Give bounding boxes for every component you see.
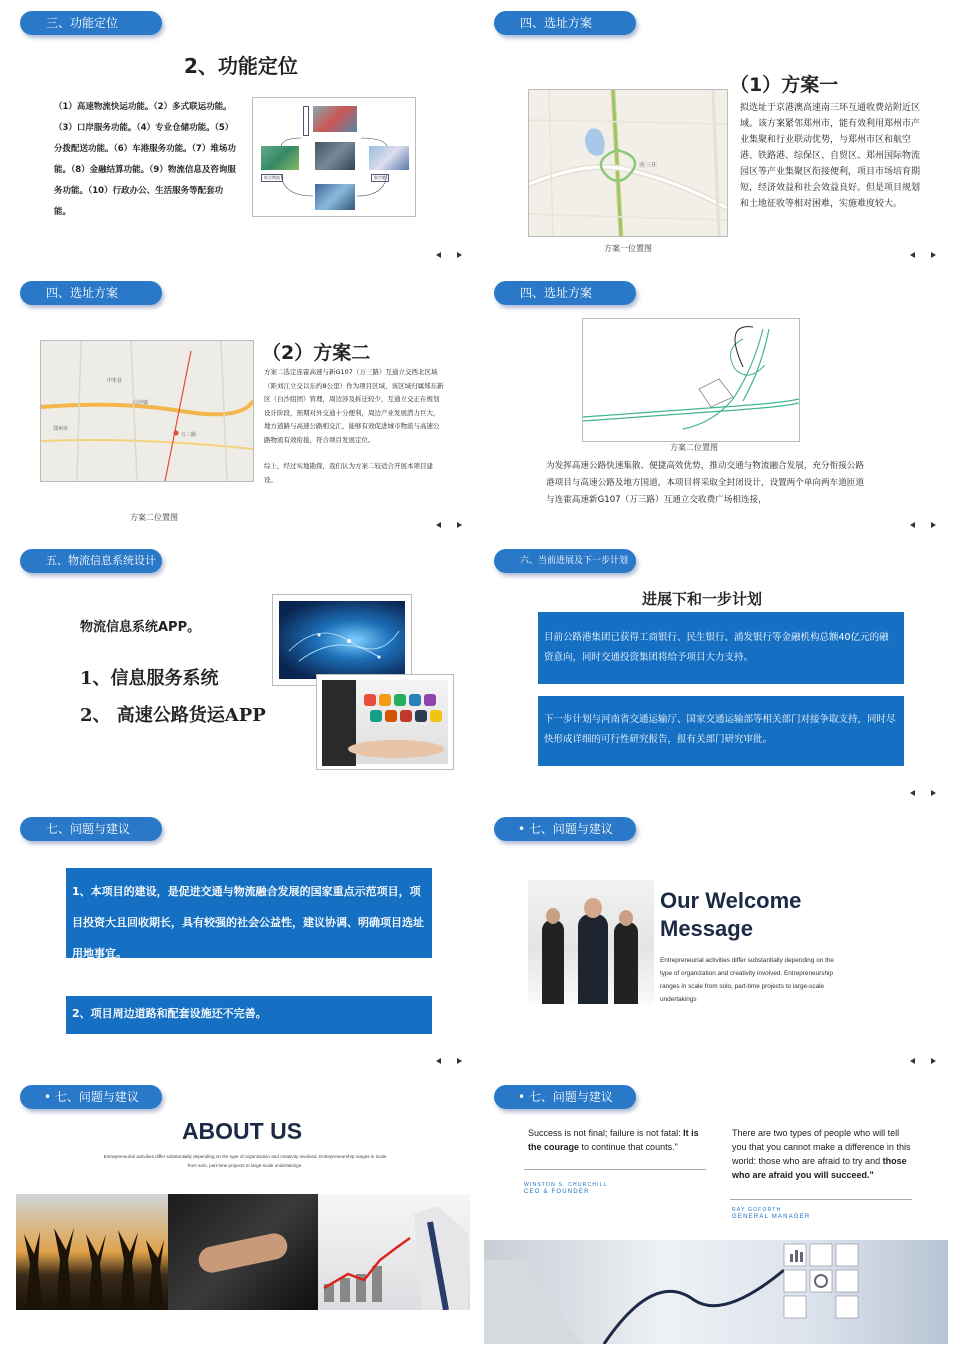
photo-handshake bbox=[168, 1194, 318, 1310]
banner-graphic bbox=[484, 1240, 948, 1344]
quote-2-role: GENERAL MANAGER bbox=[732, 1214, 811, 1220]
slide-nav[interactable] bbox=[908, 252, 938, 260]
section-header: • 七、问题与建议 bbox=[20, 1085, 162, 1109]
prev-icon[interactable] bbox=[910, 790, 915, 796]
quote-1-emphasis: It is the courage bbox=[528, 1128, 699, 1152]
map-roads bbox=[41, 341, 253, 481]
section-header: 四、选址方案 bbox=[20, 281, 162, 305]
slide-welcome-message[interactable] bbox=[474, 806, 948, 1070]
team-photo bbox=[528, 880, 654, 1004]
function-list: （1）高速物流快运功能。（2）多式联运功能。（3）口岸服务功能。（4）专业仓储功能。（5）分拨配送功能。（6）车港服务功能。（7）堆场功能。（8）金融结算功能。（9）物流信息及咨询服务功能。（10）行政办公、生活服务等配套功能。 bbox=[54, 102, 236, 217]
app-subtitle: 物流信息系统APP。 bbox=[80, 620, 201, 635]
diagram-arrows bbox=[253, 98, 417, 218]
interchange-description: 为发挥高速公路快速集散、便捷高效优势，推动交通与物流融合发展，充分衔接公路港项目与高速公路及地方国道，本项目将采取全封闭设计，设置两个单向两车道匝道与连霍高速新G107（万三路）互通立交收费广场相连接， bbox=[546, 461, 864, 505]
drawing-caption: 方案二位置图 bbox=[670, 443, 718, 452]
person-head bbox=[584, 898, 602, 918]
slide-nav[interactable] bbox=[908, 1058, 938, 1066]
map-caption: 方案二位置图 bbox=[130, 513, 178, 522]
issue-text-1: 1、本项目的建设，是促进交通与物流融合发展的国家重点示范项目，项目投资大且回收期长，具有较强的社会公益性，建议协调、明确项目选址用地事宜。 bbox=[72, 885, 424, 960]
next-step-box bbox=[538, 696, 904, 766]
next-icon[interactable] bbox=[931, 522, 936, 528]
growth-chart-graphic bbox=[318, 1194, 470, 1310]
interchange-drawing bbox=[582, 318, 800, 442]
progress-text: 目前公路港集团已获得工商银行、民生银行、浦发银行等金融机构总额40亿元的融资意向，同时交通投资集团将给予项目大力支持。 bbox=[544, 632, 889, 663]
map-caption: 方案一位置图 bbox=[604, 244, 652, 253]
slide-nav[interactable] bbox=[434, 522, 464, 530]
quote-2-divider bbox=[730, 1199, 912, 1200]
quote-2-author: RAY GOFORTH bbox=[732, 1207, 782, 1213]
slide-functional-positioning[interactable] bbox=[0, 0, 474, 264]
about-body: Entrepreneurial activities differ substantially depending on the type of organization and creativity involved. Entrepreneurship ranges in scale from solo, part-time projects to large-scale undertakings. bbox=[103, 1154, 387, 1168]
prev-icon[interactable] bbox=[910, 522, 915, 528]
slide-nav[interactable] bbox=[908, 790, 938, 798]
slide-nav[interactable] bbox=[434, 252, 464, 260]
slide-quotes[interactable] bbox=[474, 1074, 948, 1352]
prev-icon[interactable] bbox=[910, 252, 915, 258]
prev-icon[interactable] bbox=[436, 1058, 441, 1064]
section-header: • 七、问题与建议 bbox=[494, 1085, 636, 1109]
diagram-label: 航空港 bbox=[371, 174, 389, 182]
map-option-1 bbox=[528, 89, 728, 237]
person-silhouette bbox=[614, 922, 638, 1004]
map-label: 南三环 bbox=[639, 162, 658, 169]
option-2-conclusion: 综上，经过实地勘探，我们认为方案二较适合开展本项目建设。 bbox=[264, 462, 433, 484]
slide-title: 进展下和一步计划 bbox=[642, 590, 763, 608]
person-head bbox=[619, 910, 633, 926]
quote-1-author: WINSTON S. CHURCHILL bbox=[524, 1182, 608, 1188]
quote-2-emphasis: those who are afraid you will succeed." bbox=[732, 1156, 907, 1180]
next-step-text: 下一步计划与河南省交通运输厅、国家交通运输部等相关部门对接争取支持，同时尽快形成详细的可行性研究报告，报有关部门研究审批。 bbox=[544, 714, 896, 745]
app-tile-icon bbox=[424, 694, 436, 706]
slide-site-option-1[interactable] bbox=[474, 0, 948, 264]
app-icon-cluster bbox=[364, 686, 444, 740]
slide-title: （2）方案二 bbox=[262, 342, 371, 364]
issue-text-2: 2、项目周边道路和配套设施还不完善。 bbox=[72, 1007, 267, 1020]
quote-1 bbox=[528, 1126, 708, 1154]
slide-title: （1）方案一 bbox=[730, 74, 839, 96]
next-icon[interactable] bbox=[931, 252, 936, 258]
next-icon[interactable] bbox=[457, 252, 462, 258]
section-header: 四、选址方案 bbox=[494, 281, 636, 305]
slide-progress-plan[interactable] bbox=[474, 538, 948, 802]
quote-1-part-c: to continue that counts." bbox=[579, 1142, 678, 1152]
function-diagram bbox=[252, 97, 416, 217]
open-hand bbox=[348, 740, 444, 758]
app-tile-icon bbox=[385, 710, 397, 722]
app-icons-hand-image bbox=[316, 674, 454, 770]
app-tile-icon bbox=[379, 694, 391, 706]
quote-1-divider bbox=[524, 1169, 706, 1170]
section-header: 七、问题与建议 bbox=[20, 817, 162, 841]
section-header: 六、当前进展及下一步计划 bbox=[494, 549, 636, 573]
next-icon[interactable] bbox=[931, 1058, 936, 1064]
map-option-2 bbox=[40, 340, 254, 482]
section-header: 三、功能定位 bbox=[20, 11, 162, 35]
business-growth-banner bbox=[484, 1240, 948, 1344]
globe-network bbox=[279, 601, 405, 679]
diagram-label: 综合物流 bbox=[261, 174, 283, 182]
network-lines bbox=[279, 601, 407, 681]
slide-about-us[interactable] bbox=[0, 1074, 474, 1352]
system-item-1: 1、信息服务系统 bbox=[80, 668, 219, 689]
silhouettes bbox=[16, 1194, 168, 1310]
section-header: 四、选址方案 bbox=[494, 11, 636, 35]
quote-2 bbox=[732, 1126, 914, 1182]
slide-title: 2、功能定位 bbox=[184, 54, 298, 78]
app-tile-icon bbox=[415, 710, 427, 722]
prev-icon[interactable] bbox=[910, 1058, 915, 1064]
map-label: 万三路 bbox=[181, 432, 197, 438]
slide-site-option-2-detail[interactable] bbox=[474, 270, 948, 534]
welcome-title-line1: Our Welcome bbox=[660, 888, 802, 913]
progress-box bbox=[538, 612, 904, 684]
suit-sleeve bbox=[322, 680, 356, 766]
photo-teamwork bbox=[16, 1194, 168, 1310]
slide-site-option-2[interactable] bbox=[0, 270, 474, 534]
app-tile-icon bbox=[394, 694, 406, 706]
section-header: • 七、问题与建议 bbox=[494, 817, 636, 841]
next-icon[interactable] bbox=[931, 790, 936, 796]
quote-1-part-a: Success is not final; failure is not fatal: bbox=[528, 1128, 684, 1138]
slide-nav[interactable] bbox=[908, 522, 938, 530]
interchange-lines bbox=[583, 319, 799, 441]
photo-growth-chart bbox=[318, 1194, 470, 1310]
map-label: 白沙镇 bbox=[133, 400, 149, 406]
option-2-description: 方案二选定连霍高速与新G107（万三路）互通立交西北区域（距刘江立交以东约8公里）作为项目区域，该区域归属郑东新区（白沙组团）管理，周边涉及拆迁较少，互通立交正在规划设计阶段，预期对外交通十分便利，周边产业发展潜力巨大，地方道路与高速公路相交汇，能够有效促进城市物流与高速公路物流有效衔接，符合项目发展定位。 bbox=[264, 368, 444, 444]
system-item-2: 2、 高速公路货运APP bbox=[80, 705, 266, 726]
app-tile-icon bbox=[430, 710, 442, 722]
map-label: 郑州市 bbox=[53, 426, 69, 432]
prev-icon[interactable] bbox=[436, 522, 441, 528]
about-title: ABOUT US bbox=[181, 1118, 303, 1144]
app-tile-icon bbox=[409, 694, 421, 706]
app-tile-icon bbox=[370, 710, 382, 722]
welcome-body: Entrepreneurial activities differ substantially depending on the type of organization and creativity involved. Entrepreneurship ranges in scale from solo, part-time projects to large-scale undertakings bbox=[660, 957, 834, 1003]
slide-logistics-info-system[interactable] bbox=[0, 538, 474, 802]
world-network-image bbox=[272, 594, 412, 686]
map-label: 中牟县 bbox=[107, 378, 123, 384]
map-roads bbox=[529, 90, 727, 236]
next-icon[interactable] bbox=[457, 1058, 462, 1064]
person-head bbox=[546, 908, 560, 924]
hand-photo bbox=[322, 680, 448, 764]
option-1-description: 拟选址于京港澳高速南三环互通收费站附近区域。该方案紧邻郑州市，能有效利用郑州市产业集聚和行业联动优势，与郑州市区和航空港、铁路港、综保区、自贸区、郑州国际物流园区等产业集聚区衔接便利，项目市场培育期短，经济效益和社会效益良好。但是项目规划和土地征收等相对困难，实施难度较大。 bbox=[740, 103, 921, 209]
person-silhouette bbox=[542, 920, 564, 1004]
quote-1-role: CEO & FOUNDER bbox=[524, 1189, 590, 1195]
next-icon[interactable] bbox=[457, 522, 462, 528]
issue-box-2 bbox=[66, 996, 432, 1034]
handshake bbox=[196, 1231, 289, 1275]
app-tile-icon bbox=[400, 710, 412, 722]
issue-box-1 bbox=[66, 868, 432, 958]
app-tile-icon bbox=[364, 694, 376, 706]
welcome-title-line2: Message bbox=[660, 916, 753, 941]
person-silhouette bbox=[578, 914, 608, 1004]
section-header: 五、物流信息系统设计 bbox=[20, 549, 162, 573]
prev-icon[interactable] bbox=[436, 252, 441, 258]
slide-issues-suggestions[interactable] bbox=[0, 806, 474, 1070]
slide-nav[interactable] bbox=[434, 1058, 464, 1066]
quote-2-part-a: There are two types of people who will tell you that you cannot make a difference in this world: those who are afraid to try and bbox=[732, 1128, 911, 1166]
